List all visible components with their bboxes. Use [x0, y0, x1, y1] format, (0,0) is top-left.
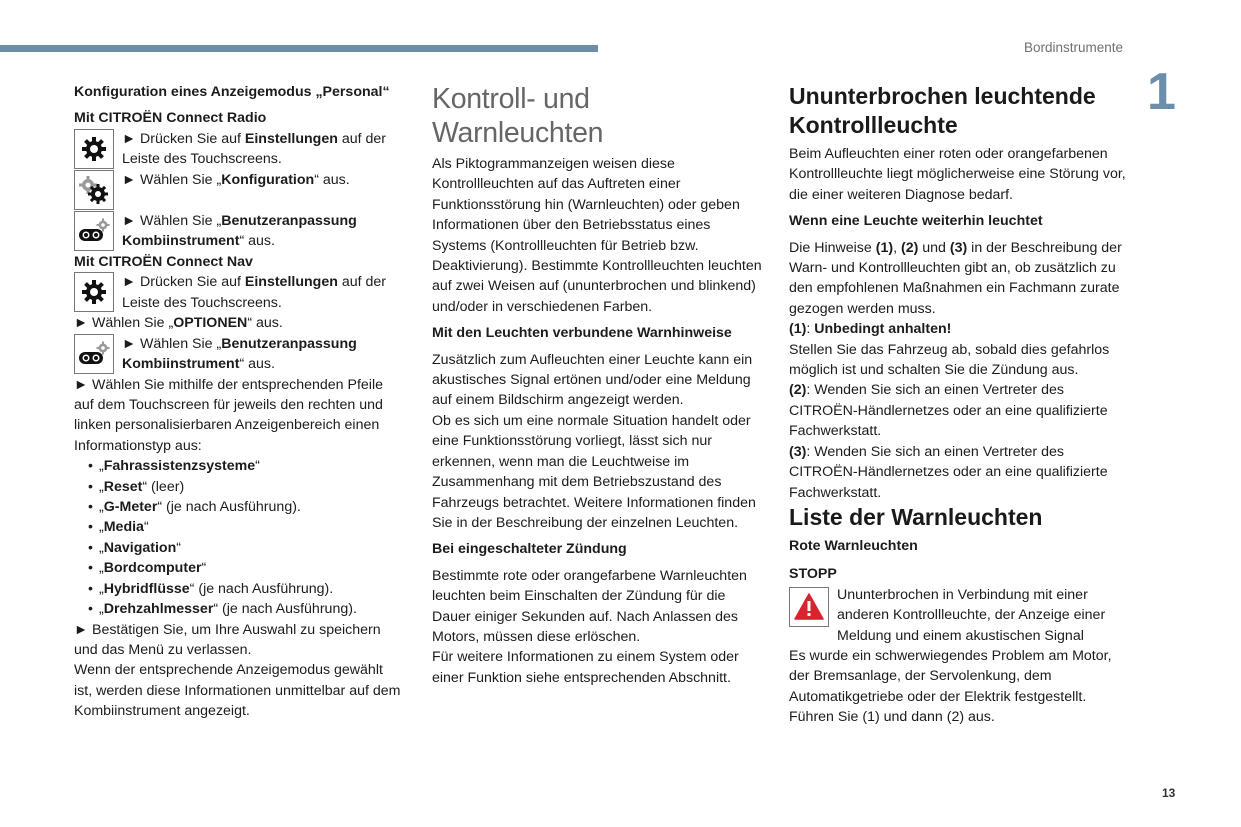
list-item: • „Hybridflüsse“ (je nach Ausführung). [88, 579, 404, 599]
nav-step-settings: ► Drücken Sie auf Einstellungen auf der Leiste des Touchscreens. [74, 272, 404, 313]
settings-gear-icon [74, 129, 114, 169]
stop-warning-icon [789, 587, 829, 627]
warnings-paragraph-2: Ob es sich um eine normale Situation handelt oder eine Funktionsstörung vorliegt, lässt sich nur erkennen, wenn man die Leuchtweise im Zusammenhang mit dem Betriebszustand des Fahrzeugs betrachtet. Weitere Informationen finden Sie in der Beschreibung der einzelnen Leuchten. [432, 412, 756, 531]
configuration-gears-icon [74, 170, 114, 210]
stop-paragraph-3: Führen Sie (1) und dann (2) aus. [789, 709, 995, 726]
stop-condition: Ununterbrochen in Verbindung mit einer anderen Kontrollleuchte, der Anzeige einer Meldung und einem akustischen Signal [837, 586, 1106, 644]
nav-title: Mit CITROËN Connect Nav [74, 253, 253, 270]
list-item: • „G-Meter“ (je nach Ausführung). [88, 497, 404, 517]
radio-step-settings: ► Drücken Sie auf Einstellungen auf der Leiste des Touchscreens. [74, 129, 404, 170]
instrument-cluster-settings-icon [74, 211, 114, 251]
radio-title: Mit CITROËN Connect Radio [74, 110, 267, 127]
header-accent-bar [0, 45, 598, 52]
confirm-instruction: ► Bestätigen Sie, um Ihre Auswahl zu speichern und das Menü zu verlassen. [74, 621, 381, 658]
ignition-paragraph-1: Bestimmte rote oder orangefarbene Warnleuchten leuchten beim Einschalten der Zündung für die Dauer einiger Sekunden auf. Nach Anlassen des Motors, müssen diese erlöschen. [432, 567, 747, 645]
warning-lights-title: Kontroll- und Warnleuchten [432, 83, 604, 149]
instrument-cluster-settings-icon [74, 334, 114, 374]
chapter-number: 1 [1147, 63, 1176, 121]
warning-list-title: Liste der Warnleuchten [789, 503, 1043, 530]
column-warning-lights [432, 82, 766, 688]
warnings-paragraph-1: Zusätzlich zum Aufleuchten einer Leuchte kann ein akustisches Signal ertönen und/oder eine Meldung auf einem Bildschirm angezeigt werden. [432, 351, 753, 409]
hints-paragraph: Die Hinweise (1), (2) und (3) in der Beschreibung der Warn- und Kontrollleuchten gibt an, ob zusätzlich zu den empfohlenen Maßnahmen ein Fachmann zurate gezogen werden muss. [789, 239, 1122, 317]
section-title: Bordinstrumente [1023, 40, 1123, 55]
config-heading: Konfiguration eines Anzeigemodus „Personal“ [74, 84, 390, 100]
list-item: • „Fahrassistenzsysteme“ [88, 456, 404, 476]
stop-heading: STOPP [789, 566, 837, 583]
note-1: (1): Unbedingt anhalten! [789, 321, 952, 338]
radio-step-configuration: ► Wählen Sie „Konfiguration“ aus. [74, 170, 404, 211]
column-continuous-lights [789, 82, 1127, 728]
persist-heading: Wenn eine Leuchte weiterhin leuchtet [789, 213, 1043, 230]
note-2: (2): Wenden Sie sich an einen Vertreter des CITROËN-Händlernetzes oder an eine qualifizierte Fachwerkstatt. [789, 382, 1108, 440]
continuous-light-intro: Beim Aufleuchten einer roten oder orangefarbenen Kontrollleuchte liegt möglicherweise eine Störung vor, die einer weiteren Diagnose bedarf. [789, 146, 1126, 203]
settings-gear-icon [74, 272, 114, 312]
continuous-light-title: Ununterbrochen leuchtende Kontrollleuchte [789, 83, 1096, 138]
list-item: • „Reset“ (leer) [88, 477, 404, 497]
nav-step-options: ► Wählen Sie „OPTIONEN“ aus. [74, 315, 283, 332]
list-item: • „Media“ [88, 517, 404, 537]
final-note: Wenn der entsprechende Anzeigemodus gewählt ist, werden diese Informationen unmittelbar auf dem Kombiinstrument angezeigt. [74, 662, 401, 720]
note-1-text: Stellen Sie das Fahrzeug ab, sobald dies gefahrlos möglich ist und schalten Sie die Zündung aus. [789, 341, 1110, 379]
ignition-paragraph-2: Für weitere Informationen zu einem System oder einer Funktion siehe entsprechenden Abschnitt. [432, 649, 739, 686]
list-item: • „Drehzahlmesser“ (je nach Ausführung). [88, 599, 404, 619]
list-item: • „Bordcomputer“ [88, 558, 404, 578]
page-number: 13 [1162, 786, 1176, 800]
radio-step-personalisation: ► Wählen Sie „Benutzeranpassung Kombiinstrument“ aus. [74, 211, 404, 252]
ignition-heading: Bei eingeschalteter Zündung [432, 541, 627, 558]
warning-lights-intro: Als Piktogrammanzeigen weisen diese Kontrollleuchten auf das Auftreten einer Funktionsstörung hin (Warnleuchten) oder geben Informationen über den Betriebsstatus eines Systems (Kontrollleuchten für Betrieb bzw. Deaktivierung). Bestimmte Kontrollleuchten leuchten auf zwei Weisen auf (ununterbrochen und blinkend) und/oder in verschiedenen Farben. [432, 156, 762, 315]
info-type-list [74, 456, 404, 619]
arrows-instruction: ► Wählen Sie mithilfe der entsprechenden Pfeile auf dem Touchscreen für jeweils den rechten und linken personalisierbaren Anzeigenbereich einen Informationstyp aus: [74, 376, 383, 454]
note-3: (3): Wenden Sie sich an einen Vertreter des CITROËN-Händlernetzes oder an eine qualifizierte Fachwerkstatt. [789, 443, 1108, 501]
warnings-heading: Mit den Leuchten verbundene Warnhinweise [432, 325, 732, 342]
nav-step-personalisation: ► Wählen Sie „Benutzeranpassung Kombiinstrument“ aus. [74, 334, 404, 375]
column-configuration [74, 82, 404, 722]
stop-paragraph-2: Es wurde ein schwerwiegendes Problem am Motor, der Bremsanlage, der Servolenkung, dem Automatikgetriebe oder der Elektrik festgestellt. [789, 647, 1112, 705]
red-lights-heading: Rote Warnleuchten [789, 537, 918, 554]
stop-warning [789, 585, 1127, 646]
list-item: • „Navigation“ [88, 538, 404, 558]
